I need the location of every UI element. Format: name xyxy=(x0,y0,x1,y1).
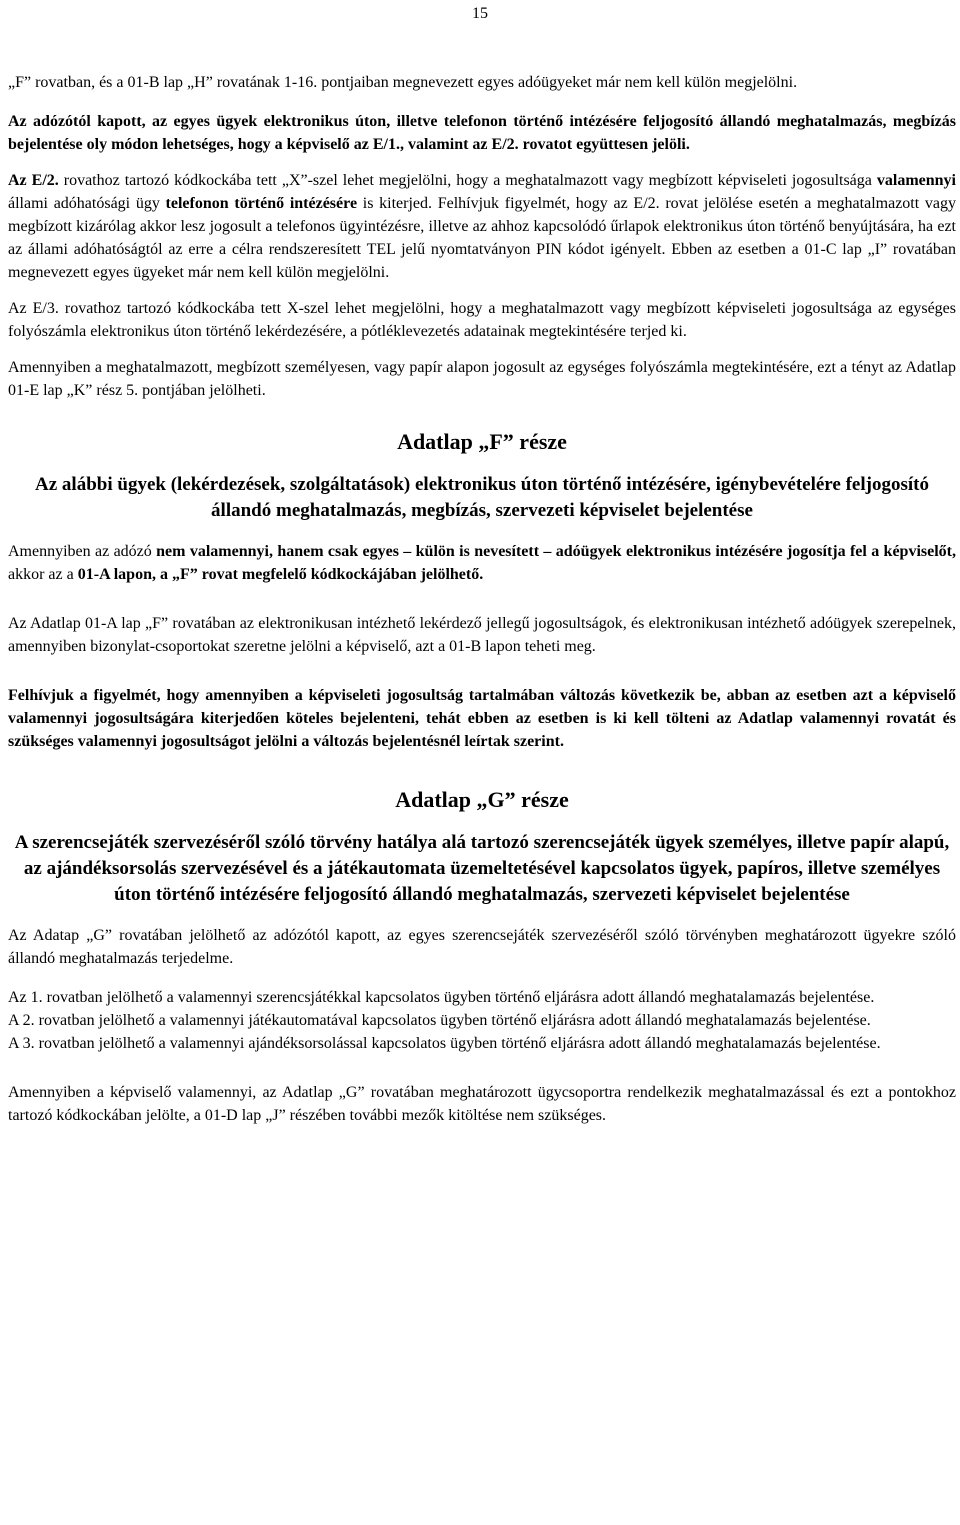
paragraph-text: akkor az a xyxy=(8,566,78,583)
paragraph-bold-text: 01-A lapon, a „F” rovat megfelelő kódkockájában jelölhető. xyxy=(77,566,484,583)
paragraph-text: Az Adatlap 01-A lap „F” rovatában az elektronikusan intézhető lekérdező jellegű jogosultságok, és elektronikusan intézhető adóügyek szerepelnek, amennyiben bizonylat-csoportokat szeretne jelölni a képviselő, azt a 01-B lapon teheti meg. xyxy=(8,615,956,655)
paragraph-text: Amennyiben az adózó xyxy=(8,543,157,560)
paragraph-text: rovathoz tartozó kódkockába tett „X”-szel lehet megjelölni, hogy a meghatalmazott vagy megbízott képviseleti jogosultsága xyxy=(58,172,877,189)
paragraph-text: Az E/3. rovathoz tartozó kódkockába tett X-szel lehet megjelölni, hogy a meghatalmazott vagy megbízott képviseleti jogosultsága az egységes folyószámla elektronikus úton történő lekérdezésére, a pótléklevezetés adatainak megtekintésére terjed ki. xyxy=(8,300,956,340)
paragraph-bold-text: Az adózótól kapott, az egyes ügyek elektronikus úton, illetve telefonon történő intézésére feljogosító állandó meghatalmazás, megbízás bejelentése oly módon lehetséges, hogy a képviselő az E/1., valamint az E/2. rovatot együttesen jelöli. xyxy=(8,113,956,153)
paragraph-f-rovat-note xyxy=(8,71,956,94)
paragraph-j-resz xyxy=(8,1081,956,1127)
paragraph-e1-e2-notice xyxy=(8,110,956,156)
paragraph-bold-text: Az E/2. xyxy=(8,172,59,189)
section-f-subtitle: Az alábbi ügyek (lekérdezések, szolgáltatások) elektronikus úton történő intézésére, igénybevételére feljogosító állandó meghatalmazás, megbízás, szervezeti képviselet bejelentése xyxy=(35,474,929,521)
paragraph-bold-text: Felhívjuk a figyelmét, hogy amennyiben a képviseleti jogosultság tartalmában változás következik be, abban az esetben azt a képviselő valamennyi jogosultságára kiterjedően köteles bejelenteni, tehát ebben az esetben is ki kell tölteni az Adatlap valamennyi rovatát és szükséges valamennyi jogosultságot jelölni a változás bejelentésnél leírtak szerint. xyxy=(8,687,956,750)
paragraph-text: A 3. rovatban jelölhető a valamennyi ajándéksorsolással kapcsolatos ügyben történő eljárásra adott állandó meghatalamazás bejelentése. xyxy=(8,1035,881,1052)
paragraph-text: Az Adatap „G” rovatában jelölhető az adózótól kapott, az egyes szerencsejáték szervezéséről szóló törvényben meghatározott ügyekre szóló állandó meghatalmazás terjedelme. xyxy=(8,927,956,967)
paragraph-valtozas-notice xyxy=(8,684,956,753)
paragraph-rovat-3 xyxy=(8,1032,956,1055)
section-g-title: Adatlap „G” része xyxy=(395,787,569,812)
paragraph-f-rovat-jogosultsagok xyxy=(8,612,956,658)
paragraph-e2-rovat xyxy=(8,169,956,284)
paragraph-text: Amennyiben a képviselő valamennyi, az Adatlap „G” rovatában meghatározott ügycsoportra rendelkezik meghatalmazással és ezt a pontokhoz tartozó kódkockában jelölte, a 01-D lap „J” részében további mezők kitöltése nem szükséges. xyxy=(8,1084,956,1124)
paragraph-f-egyes-ugyek xyxy=(8,540,956,586)
paragraph-text: A 2. rovatban jelölhető a valamennyi játékautomatával kapcsolatos ügyben történő eljárásra adott állandó meghatalamazás bejelentése. xyxy=(8,1012,871,1029)
paragraph-e3-rovat xyxy=(8,297,956,343)
paragraph-rovat-2 xyxy=(8,1009,956,1032)
paragraph-text: Az 1. rovatban jelölhető a valamennyi szerencsjátékkal kapcsolatos ügyben történő eljárásra adott állandó meghatalamazás bejelentése. xyxy=(8,989,875,1006)
paragraph-text: „F” rovatban, és a 01-B lap „H” rovatának 1-16. pontjaiban megnevezett egyes adóügyeket már nem kell külön megjelölni. xyxy=(8,74,798,91)
page-number: 15 xyxy=(472,5,488,22)
paragraph-g-rovat xyxy=(8,924,956,970)
paragraph-rovat-1 xyxy=(8,986,956,1009)
paragraph-bold-text: telefonon történő intézésére xyxy=(165,195,358,212)
section-g-subtitle: A szerencsejáték szervezéséről szóló törvény hatálya alá tartozó szerencsejáték ügyek személyes, illetve papír alapú, az ajándéksorsolás szervezésével és a játékautomata üzemeltetésével kapcsolatos ügyek, papíros, illetve személyes úton történő intézésére feljogosító állandó meghatalmazás, szervezeti képviselet bejelentése xyxy=(14,832,950,905)
paragraph-text: is kiterjed. Felhívjuk figyelmét, hogy az E/2. rovat jelölése esetén a meghatalmazott vagy megbízott kizárólag akkor lesz jogosult a telefonos ügyintézésre, illetve az ahhoz kapcsolódó űrlapok elektronikus úton történő benyújtására, ha ezt az állami adóhatóságtól az erre a célra rendszeresített TEL jelű nyomtatványon PIN kódot igényelt. Ebben az esetben a 01-C lap „I” rovatában megnevezett egyes ügyeket már nem kell külön megjelölni. xyxy=(8,195,956,281)
paragraph-bold-text: valamennyi xyxy=(876,172,956,189)
paragraph-folyoszamla xyxy=(8,356,956,402)
paragraph-text: Amennyiben a meghatalmazott, megbízott személyesen, vagy papír alapon jogosult az egységes folyószámla megtekintésére, ezt a tényt az Adatlap 01-E lap „K” rész 5. pontjában jelölheti. xyxy=(8,359,956,399)
section-f-title: Adatlap „F” része xyxy=(397,429,567,454)
page-content xyxy=(8,71,956,1127)
paragraph-text: állami adóhatósági ügy xyxy=(8,195,166,212)
paragraph-bold-text: nem valamennyi, hanem csak egyes – külön is nevesített – adóügyek elektronikus intézésére jogosítja fel a képviselőt, xyxy=(156,543,957,560)
